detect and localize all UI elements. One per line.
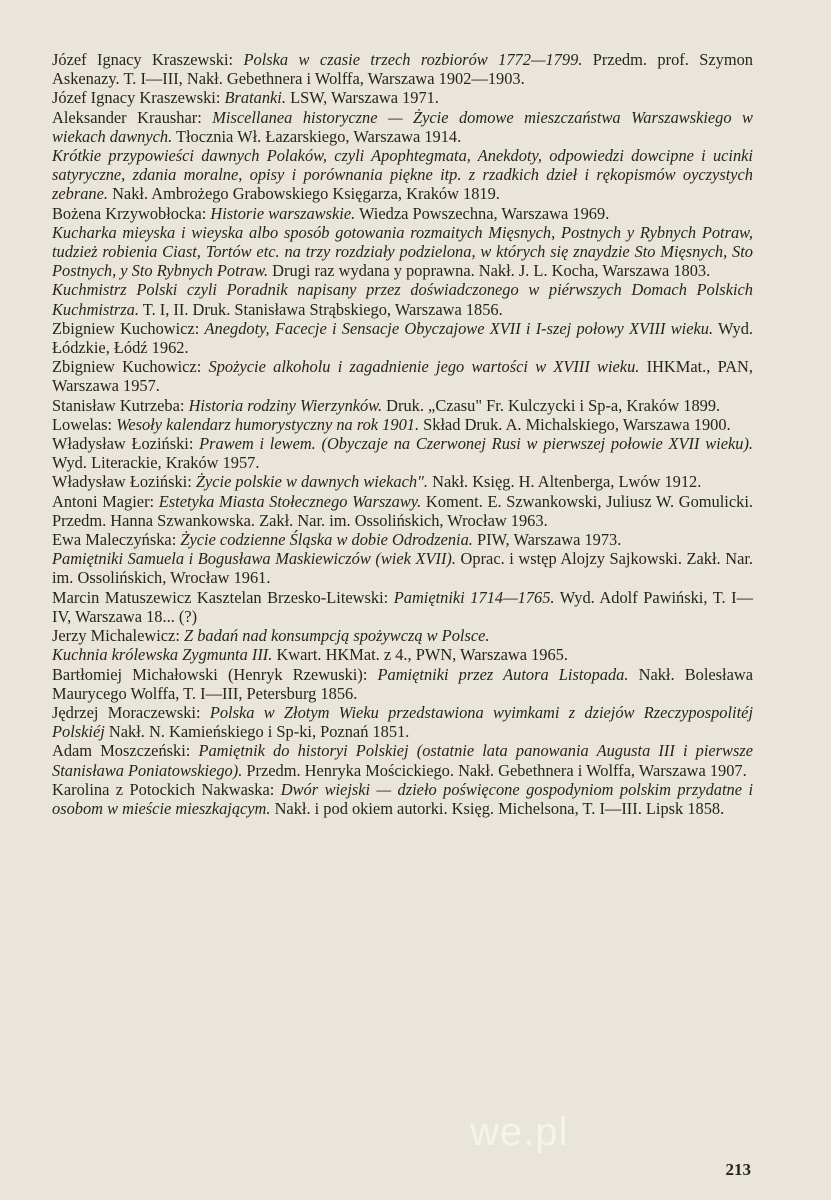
entry-publication: T. I, II. Druk. Stanisława Strąbskiego, Warszawa 1856.	[138, 299, 503, 319]
entry-title: Historie warszawskie.	[210, 203, 356, 223]
entry-author: Ewa Maleczyńska:	[52, 530, 181, 550]
entry-publication: Nakł. N. Kamieńskiego i Sp-ki, Poznań 1851.	[104, 722, 410, 742]
entry-title: Anegdoty, Facecje i Sensacje Obyczajowe XVII i I-szej połowy XVIII wieku.	[204, 318, 714, 338]
entry-title: Wesoły kalendarz humorystyczny na rok 1901.	[116, 414, 420, 434]
bibliography-entry	[52, 472, 753, 491]
page-number: 213	[725, 1160, 751, 1179]
entry-publication: Nakł. Ambrożego Grabowskiego Księgarza, Kraków 1819.	[108, 184, 500, 204]
entry-author: Władysław Łoziński:	[52, 434, 200, 454]
entry-publication: Wiedza Powszechna, Warszawa 1969.	[355, 203, 610, 223]
entry-publication: Wyd. Literackie, Kraków 1957.	[52, 453, 260, 473]
entry-publication: Przedm. Henryka Mościckiego. Nakł. Gebethnera i Wolffa, Warszawa 1907.	[242, 760, 747, 780]
entry-title: Kuchmistrz Polski czyli Poradnik napisany przez doświadczonego w piérwszych Domach Polskich Kuchmistrza.	[52, 280, 753, 319]
entry-publication: Druk. „Czasu" Fr. Kulczycki i Sp-a, Kraków 1899.	[382, 395, 721, 415]
entry-author: Bartłomiej Michałowski (Henryk Rzewuski):	[52, 664, 378, 684]
entry-publication: Kwart. HKMat. z 4., PWN, Warszawa 1965.	[272, 645, 568, 665]
entry-title: Krótkie przypowieści dawnych Polaków, czyli Apophtegmata, Anekdoty, odpowiedzi dowcipne i ucinki satyryczne, zdania moralne, opisy i porównania piękne itp. z rzadkich dzieł i rękopismów oyczystych zebrane.	[52, 146, 753, 204]
entry-title: Polska w czasie trzech rozbiorów 1772—1799.	[243, 50, 583, 69]
entry-author: Aleksander Kraushar:	[52, 107, 213, 127]
entry-publication: Koment. E. Szwankowski, Juliusz W. Gomulicki. Przedm. Hanna Szwankowska. Zakł. Nar. im. Ossolińskich, Wrocław 1963.	[52, 491, 753, 530]
entry-publication: Nakł. i pod okiem autorki. Księg. Michelsona, T. I—III. Lipsk 1858.	[270, 798, 725, 818]
bibliography-entry	[52, 703, 753, 741]
bibliography-entry	[52, 50, 753, 88]
bibliography-entry	[52, 146, 753, 204]
entry-title: Życie codzienne Śląska w dobie Odrodzenia.	[180, 530, 473, 550]
entry-publication: IHKMat., PAN, Warszawa 1957.	[52, 357, 753, 396]
entry-title: Kuchnia królewska Zygmunta III.	[52, 645, 273, 665]
entry-title: Życie polskie w dawnych wiekach".	[195, 472, 429, 492]
bibliography-entry	[52, 549, 753, 587]
entry-publication: Wyd. Łódzkie, Łódź 1962.	[52, 318, 753, 358]
entry-author: Władysław Łoziński:	[52, 472, 196, 492]
entry-title: Bratanki.	[224, 88, 286, 108]
entry-publication: Oprac. i wstęp Alojzy Sajkowski. Zakł. Nar. im. Ossolińskich, Wrocław 1961.	[52, 549, 753, 588]
entry-author: Zbigniew Kuchowicz:	[52, 357, 209, 377]
entry-title: Pamiętnik do historyi Polskiej (ostatnie lata panowania Augusta III i pierwsze Stanisława Poniatowskiego).	[52, 741, 753, 780]
entry-author: Lowelas:	[52, 414, 117, 434]
entry-publication: Wyd. Adolf Pawiński, T. I—IV, Warszawa 18... (?)	[52, 587, 753, 626]
entry-author: Jędrzej Moraczewski:	[52, 702, 210, 722]
entry-publication: Nakł. Bolesława Maurycego Wolffa, T. I—III, Petersburg 1856.	[52, 664, 753, 703]
entry-author: Karolina z Potockich Nakwaska:	[52, 779, 281, 799]
bibliography-entry	[52, 780, 753, 818]
entry-publication: Tłocznia Wł. Łazarskiego, Warszawa 1914.	[172, 126, 462, 146]
bibliography-entry	[52, 645, 753, 664]
bibliography-entry	[52, 223, 753, 281]
entry-title: Prawem i lewem. (Obyczaje na Czerwonej Rusi w pierwszej połowie XVII wieku).	[199, 434, 754, 454]
entry-author: Zbigniew Kuchowicz:	[52, 318, 205, 338]
entry-author: Jerzy Michalewicz:	[52, 626, 184, 646]
entry-author: Józef Ignacy Kraszewski:	[52, 88, 225, 108]
entry-title: Pamiętniki Samuela i Bogusława Maskiewiczów (wiek XVII).	[52, 549, 456, 569]
bibliography-entry	[52, 588, 753, 626]
bibliography-entry	[52, 492, 753, 530]
bibliography-entry	[52, 88, 753, 107]
entry-title: Estetyka Miasta Stołecznego Warszawy.	[158, 491, 422, 511]
entry-author: Adam Moszczeński:	[52, 741, 199, 761]
entry-publication: PIW, Warszawa 1973.	[472, 530, 622, 550]
bibliography-entry	[52, 626, 753, 645]
entry-title: Polska w Złotym Wieku przedstawiona wyimkami z dziejów Rzeczypospolitéj Polskiéj	[52, 702, 753, 742]
entry-title: Pamiętniki przez Autora Listopada.	[377, 664, 629, 684]
entry-publication: Nakł. Księg. H. Altenberga, Lwów 1912.	[428, 472, 702, 492]
entry-publication: LSW, Warszawa 1971.	[285, 88, 439, 108]
bibliography-entry	[52, 108, 753, 146]
entry-author: Marcin Matuszewicz Kasztelan Brzesko-Litewski:	[52, 587, 394, 607]
entry-publication: Przedm. prof. Szymon Askenazy. T. I—III, Nakł. Gebethnera i Wolffa, Warszawa 1902—1903.	[52, 50, 753, 89]
bibliography-entry	[52, 319, 753, 357]
bibliography-entry	[52, 204, 753, 223]
entry-title: Kucharka mieyska i wieyska albo sposób gotowania rozmaitych Mięsnych, Postnych y Rybnych Potraw, tudzież robienia Ciast, Tortów etc. na trzy rozdziały podzielona, w których się znaydzie Sto Mięsnych, Sto Postnych, y Sto Rybnych Potraw.	[52, 222, 753, 281]
entry-author: Bożena Krzywobłocka:	[52, 203, 211, 223]
entry-author: Stanisław Kutrzeba:	[52, 395, 189, 415]
entry-author: Antoni Magier:	[52, 491, 159, 511]
watermark: we.pl	[470, 1110, 569, 1154]
entry-title: Z badań nad konsumpcją spożywczą w Polsce.	[183, 626, 490, 646]
bibliography-entry	[52, 741, 753, 779]
bibliography-entry	[52, 415, 753, 434]
bibliography-entry	[52, 665, 753, 703]
entry-title: Historia rodziny Wierzynków.	[188, 395, 383, 415]
bibliography-entry	[52, 396, 753, 415]
bibliography-entry	[52, 357, 753, 395]
bibliography-list	[52, 50, 753, 818]
entry-publication: Drugi raz wydana y poprawna. Nakł. J. L. Kocha, Warszawa 1803.	[268, 261, 711, 281]
bibliography-entry	[52, 280, 753, 318]
entry-author: Józef Ignacy Kraszewski:	[52, 50, 244, 69]
entry-title: Miscellanea historyczne — Życie domowe mieszczaństwa Warszawskiego w wiekach dawnych.	[52, 107, 753, 146]
bibliography-entry	[52, 530, 753, 549]
entry-title: Spożycie alkoholu i zagadnienie jego wartości w XVIII wieku.	[208, 357, 640, 377]
entry-publication: Skład Druk. A. Michalskiego, Warszawa 1900.	[419, 414, 731, 434]
entry-title: Dwór wiejski — dzieło poświęcone gospodyniom polskim przydatne i osobom w mieście mieszkającym.	[52, 779, 753, 818]
bibliography-entry	[52, 434, 753, 472]
entry-title: Pamiętniki 1714—1765.	[393, 587, 555, 607]
